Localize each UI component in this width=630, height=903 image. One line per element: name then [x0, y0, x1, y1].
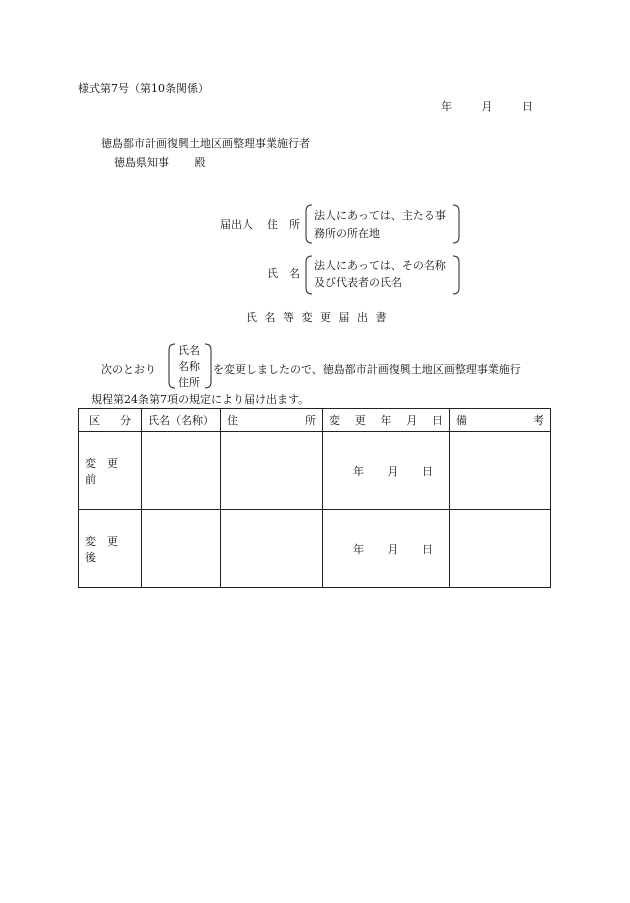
options-bracket-open	[168, 343, 176, 389]
notifier-label: 届出人	[220, 218, 253, 231]
form-number: 様式第7号（第10条関係）	[78, 82, 209, 95]
body-line2: 規程第24条第7項の規定により届け出ます。	[91, 393, 310, 406]
row-after-remarks	[450, 510, 551, 588]
date-line	[441, 100, 533, 113]
change-table	[78, 408, 551, 588]
address-note-bracket-close	[452, 204, 460, 244]
options-bracket-close	[204, 343, 212, 389]
name-note-bracket-close	[452, 255, 460, 295]
body-suffix: を変更しましたので、徳島都市計画復興土地区画整理事業施行	[213, 363, 521, 376]
header-name: 氏名（名称）	[142, 409, 221, 432]
row-after-address	[221, 510, 323, 588]
table-row-before	[79, 432, 551, 510]
name-note-line2: 及び代表者の氏名	[314, 276, 402, 289]
address-note-line2: 務所の所在地	[314, 227, 380, 240]
row-before-remarks	[450, 432, 551, 510]
table-header-row	[79, 409, 551, 432]
option-name: 氏名	[178, 344, 200, 357]
date-year: 年	[441, 100, 452, 113]
addressee-line1: 徳島都市計画復興土地区画整理事業施行者	[101, 137, 310, 150]
date-day: 日	[522, 100, 533, 113]
name-note-bracket	[305, 255, 313, 295]
header-address: 住 所	[221, 409, 323, 432]
header-remarks: 備 考	[450, 409, 551, 432]
row-after-category: 変 更 後	[79, 510, 142, 588]
name-note-line1: 法人にあっては、その名称	[314, 259, 446, 272]
address-label: 住 所	[267, 218, 300, 231]
body-prefix: 次のとおり	[101, 363, 156, 376]
address-note-line1: 法人にあっては、主たる事	[314, 209, 446, 222]
document-title: 氏 名 等 変 更 届 出 書	[246, 311, 389, 324]
address-note-bracket	[305, 204, 313, 244]
option-address: 住所	[178, 376, 200, 389]
row-before-address	[221, 432, 323, 510]
header-category: 区 分	[79, 409, 142, 432]
row-after-date: 年 月 日	[323, 510, 450, 588]
row-after-name	[142, 510, 221, 588]
row-before-date: 年 月 日	[323, 432, 450, 510]
header-change-date: 変 更 年 月 日	[323, 409, 450, 432]
addressee-honorific: 殿	[194, 156, 206, 169]
row-before-category: 変 更 前	[79, 432, 142, 510]
addressee-governor: 徳島県知事	[114, 156, 169, 169]
table-row-after	[79, 510, 551, 588]
name-label: 氏 名	[267, 267, 300, 280]
addressee-line2	[114, 156, 206, 169]
date-month: 月	[481, 100, 493, 113]
row-before-name	[142, 432, 221, 510]
option-corporate-name: 名称	[178, 360, 200, 373]
